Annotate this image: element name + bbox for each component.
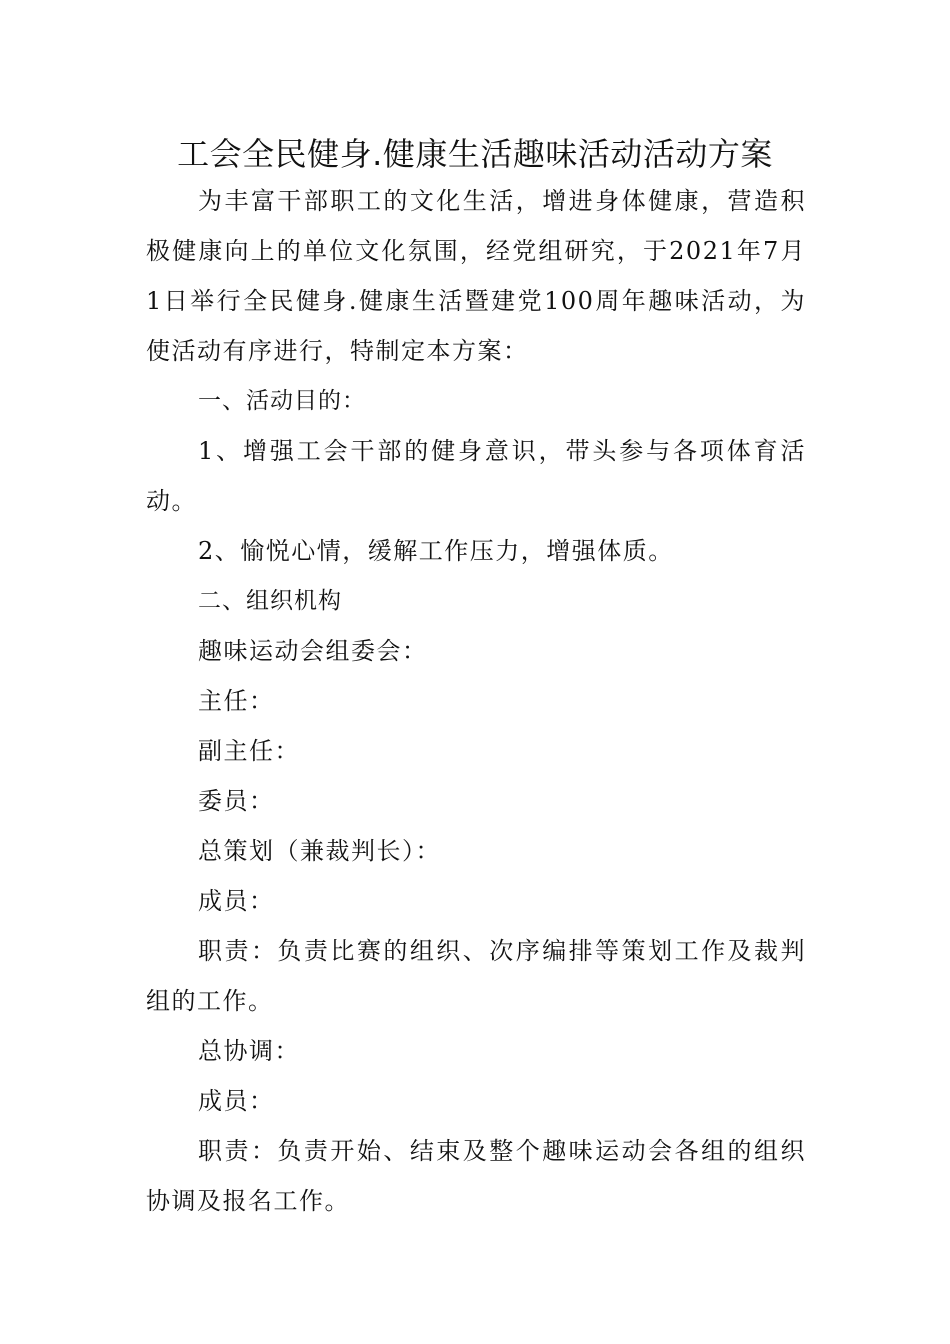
committee-line: 趣味运动会组委会： xyxy=(198,637,428,665)
document-body xyxy=(146,176,806,1226)
coordinator-duty-paragraph: 职责：负责开始、结束及整个趣味运动会各组的组织协调及报名工作。 xyxy=(146,1137,806,1215)
section-2-heading: 二、组织机构 xyxy=(198,588,342,614)
chief-coordinator-line: 总协调： xyxy=(198,1037,300,1065)
chief-planner-line: 总策划（兼裁判长）： xyxy=(198,837,441,865)
director-line: 主任： xyxy=(198,687,275,715)
planner-duty-paragraph: 职责：负责比赛的组织、次序编排等策划工作及裁判组的工作。 xyxy=(146,937,806,1015)
section-1-heading: 一、活动目的： xyxy=(198,388,366,414)
document-title: 工会全民健身.健康生活趣味活动活动方案 xyxy=(177,135,773,173)
coordinator-members-line: 成员： xyxy=(198,1087,275,1115)
deputy-director-line: 副主任： xyxy=(198,737,300,765)
planner-members-line: 成员： xyxy=(198,887,275,915)
goal-item-1: 1、增强工会干部的健身意识，带头参与各项体育活动。 xyxy=(146,437,806,515)
goal-item-2: 2、愉悦心情，缓解工作压力，增强体质。 xyxy=(198,537,674,565)
intro-paragraph: 为丰富干部职工的文化生活，增进身体健康，营造积极健康向上的单位文化氛围，经党组研究，于2021年7月1日举行全民健身.健康生活暨建党100周年趣味活动，为使活动有序进行，特制定本方案： xyxy=(146,187,806,365)
members-line: 委员： xyxy=(198,787,275,815)
